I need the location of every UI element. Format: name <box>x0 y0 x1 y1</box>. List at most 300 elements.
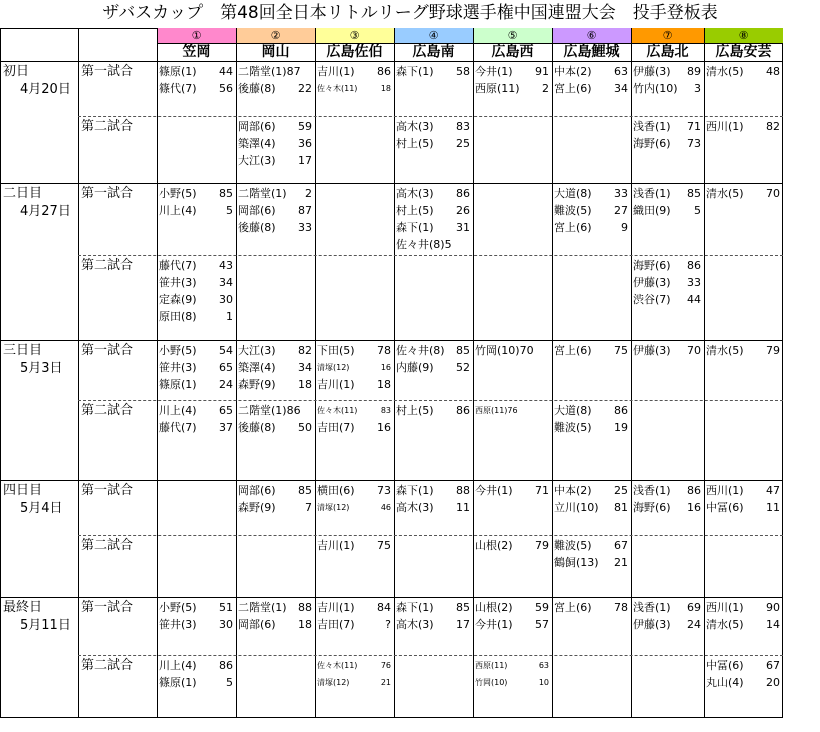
pitch-count: 16 <box>687 501 701 514</box>
pitcher-name: 清塚(12) <box>317 503 350 512</box>
game-divider <box>78 655 783 656</box>
pitch-count: 36 <box>298 137 312 150</box>
day-label: 初日 <box>3 64 30 79</box>
pitcher-entry <box>394 482 473 499</box>
pitch-count: 69 <box>687 601 701 614</box>
pitcher-name: 後藤(8) <box>238 82 276 95</box>
pitch-count: 25 <box>614 484 628 497</box>
game-divider <box>78 255 783 256</box>
pitcher-name: 浅香(1) <box>633 120 671 133</box>
team-number: ② <box>270 29 281 42</box>
pitcher-entry <box>236 80 315 97</box>
pitch-count: 71 <box>687 120 701 133</box>
pitch-count: 21 <box>380 678 391 687</box>
pitcher-name: 岡部(6) <box>238 120 276 133</box>
pitcher-entry <box>236 135 315 152</box>
pitcher-name: 築澤(4) <box>238 361 276 374</box>
pitcher-name: 二階堂(1)87 <box>238 65 301 78</box>
pitch-count: 81 <box>614 501 628 514</box>
pitcher-name: 村上(5) <box>396 404 434 417</box>
pitch-count: 73 <box>377 484 391 497</box>
pitch-count: 91 <box>535 65 549 78</box>
pitch-count: 17 <box>298 154 312 167</box>
pitcher-entry <box>394 185 473 202</box>
pitcher-entry <box>394 616 473 633</box>
pitcher-entry <box>473 616 552 633</box>
pitcher-name: 宮上(6) <box>554 601 592 614</box>
pitcher-entry <box>236 359 315 376</box>
pitch-count: 75 <box>614 344 628 357</box>
pitcher-name: 篠原(1) <box>159 65 197 78</box>
pitch-count: 86 <box>219 659 233 672</box>
pitcher-name: 佐々木(11) <box>317 661 358 670</box>
game-label: 第一試合 <box>81 64 134 79</box>
pitcher-name: 大道(8) <box>554 187 592 200</box>
pitcher-entry <box>552 402 631 419</box>
pitcher-entry <box>631 80 704 97</box>
pitcher-entry <box>315 657 394 674</box>
pitcher-name: 立川(10) <box>554 501 599 514</box>
pitcher-name: 西川(1) <box>706 601 744 614</box>
pitcher-name: 中冨(6) <box>706 501 744 514</box>
pitcher-entry <box>157 80 236 97</box>
pitcher-entry <box>631 257 704 274</box>
pitcher-entry <box>552 419 631 436</box>
pitcher-entry <box>394 342 473 359</box>
pitch-count: 3 <box>694 82 701 95</box>
pitcher-name: 中本(2) <box>554 484 592 497</box>
pitch-count: 19 <box>614 421 628 434</box>
pitcher-entry <box>631 616 704 633</box>
pitch-count: 44 <box>687 293 701 306</box>
pitcher-entry <box>236 376 315 393</box>
pitcher-name: 浅香(1) <box>633 187 671 200</box>
pitch-count: 5 <box>226 204 233 217</box>
pitcher-entry <box>157 342 236 359</box>
game-label: 第一試合 <box>81 483 134 498</box>
pitch-count: 63 <box>538 661 549 670</box>
pitcher-entry <box>552 499 631 516</box>
pitch-count: 34 <box>614 82 628 95</box>
pitch-count: 85 <box>456 344 470 357</box>
pitch-count: 65 <box>219 361 233 374</box>
pitcher-name: 大江(3) <box>238 344 276 357</box>
pitcher-entry <box>394 118 473 135</box>
pitcher-name: 村上(5) <box>396 204 434 217</box>
pitcher-name: 吉川(1) <box>317 378 355 391</box>
pitch-count: 2 <box>305 187 312 200</box>
pitcher-name: 西川(1) <box>706 484 744 497</box>
pitch-count: 21 <box>614 556 628 569</box>
pitch-count: 85 <box>219 187 233 200</box>
pitcher-name: 鶴飼(13) <box>554 556 599 569</box>
pitcher-name: 森下(1) <box>396 601 434 614</box>
pitcher-entry <box>704 616 783 633</box>
day-label: 最終日 <box>3 600 43 615</box>
pitcher-name: 竹岡(10) <box>475 678 508 687</box>
day-date: 5月4日 <box>20 501 63 516</box>
pitcher-entry <box>473 402 552 419</box>
pitcher-name: 清水(5) <box>706 65 744 78</box>
game-label: 第二試合 <box>81 258 134 273</box>
pitcher-name: 篠原(1) <box>159 676 197 689</box>
pitcher-name: 二階堂(1)86 <box>238 404 301 417</box>
pitcher-name: 川上(4) <box>159 404 197 417</box>
pitcher-entry <box>394 359 473 376</box>
pitcher-name: 定森(9) <box>159 293 197 306</box>
pitcher-entry <box>236 202 315 219</box>
team-number: ⑤ <box>507 29 518 42</box>
game-label: 第二試合 <box>81 658 134 673</box>
pitcher-name: 竹内(10) <box>633 82 678 95</box>
pitch-count: 20 <box>766 676 780 689</box>
pitcher-entry <box>236 185 315 202</box>
pitcher-entry <box>552 219 631 236</box>
team-name: 笠岡 <box>182 44 211 60</box>
pitcher-name: 丸山(4) <box>706 676 744 689</box>
team-number: ⑥ <box>586 29 597 42</box>
pitcher-name: 清塚(12) <box>317 678 350 687</box>
pitcher-entry <box>704 482 783 499</box>
pitcher-entry <box>157 257 236 274</box>
pitcher-name: 大道(8) <box>554 404 592 417</box>
pitcher-entry <box>236 499 315 516</box>
pitch-count: 58 <box>456 65 470 78</box>
pitch-count: 57 <box>535 618 549 631</box>
pitch-count: 43 <box>219 259 233 272</box>
pitch-count: 70 <box>766 187 780 200</box>
pitcher-name: 笹井(3) <box>159 361 197 374</box>
pitcher-name: 森下(1) <box>396 484 434 497</box>
game-label: 第二試合 <box>81 538 134 553</box>
team-name: 広島西 <box>491 44 534 60</box>
pitcher-entry <box>394 135 473 152</box>
day-divider <box>0 480 783 481</box>
pitcher-entry <box>631 482 704 499</box>
pitcher-entry <box>394 202 473 219</box>
pitcher-name: 村上(5) <box>396 137 434 150</box>
pitcher-name: 伊藤(3) <box>633 618 671 631</box>
pitcher-entry <box>473 342 552 359</box>
pitch-count: 37 <box>219 421 233 434</box>
pitcher-entry <box>631 342 704 359</box>
pitcher-name: 小野(5) <box>159 601 197 614</box>
day-divider <box>0 597 783 598</box>
pitch-count: 65 <box>219 404 233 417</box>
pitcher-entry <box>157 674 236 691</box>
pitcher-name: 岡部(6) <box>238 618 276 631</box>
pitcher-entry <box>236 152 315 169</box>
pitcher-name: 高木(3) <box>396 187 434 200</box>
pitcher-name: 中本(2) <box>554 65 592 78</box>
pitcher-entry <box>552 185 631 202</box>
pitcher-entry <box>473 537 552 554</box>
pitcher-entry <box>552 554 631 571</box>
pitcher-name: 中冨(6) <box>706 659 744 672</box>
pitcher-name: 今井(1) <box>475 484 513 497</box>
pitch-count: 71 <box>535 484 549 497</box>
pitcher-entry <box>315 499 394 516</box>
pitcher-entry <box>394 63 473 80</box>
pitcher-entry <box>552 202 631 219</box>
pitcher-entry <box>236 118 315 135</box>
pitch-count: 33 <box>687 276 701 289</box>
pitch-count: 33 <box>298 221 312 234</box>
pitcher-name: 森野(9) <box>238 378 276 391</box>
pitcher-entry <box>552 482 631 499</box>
game-divider <box>78 116 783 117</box>
pitch-count: 85 <box>298 484 312 497</box>
page-title: ザバスカップ 第48回全日本リトルリーグ野球選手権中国連盟大会 投手登板表 <box>102 3 718 23</box>
pitch-count: 85 <box>687 187 701 200</box>
pitch-count: 86 <box>377 65 391 78</box>
pitcher-name: 森下(1) <box>396 65 434 78</box>
pitch-count: 11 <box>456 501 470 514</box>
row-divider <box>157 43 783 44</box>
pitcher-name: 佐々井(8) <box>396 344 445 357</box>
pitcher-name: 難波(5) <box>554 539 592 552</box>
pitcher-name: 清水(5) <box>706 618 744 631</box>
pitcher-name: 山根(2) <box>475 601 513 614</box>
game-label: 第一試合 <box>81 186 134 201</box>
pitcher-entry <box>631 63 704 80</box>
pitch-count: 54 <box>219 344 233 357</box>
pitcher-entry <box>704 342 783 359</box>
pitch-count: 86 <box>687 259 701 272</box>
pitcher-name: 原田(8) <box>159 310 197 323</box>
pitcher-entry <box>704 118 783 135</box>
pitcher-name: 難波(5) <box>554 204 592 217</box>
pitcher-entry <box>236 63 315 80</box>
pitch-count: 50 <box>298 421 312 434</box>
pitch-count: 24 <box>219 378 233 391</box>
pitcher-entry <box>631 185 704 202</box>
pitcher-entry <box>473 482 552 499</box>
pitch-count: 89 <box>687 65 701 78</box>
game-label: 第一試合 <box>81 343 134 358</box>
day-date: 4月27日 <box>20 204 71 219</box>
pitcher-name: 藤代(7) <box>159 259 197 272</box>
pitcher-entry <box>236 402 315 419</box>
pitch-count: 83 <box>456 120 470 133</box>
pitcher-name: 築澤(4) <box>238 137 276 150</box>
pitcher-name: 内藤(9) <box>396 361 434 374</box>
pitcher-name: 藤代(7) <box>159 421 197 434</box>
pitcher-entry <box>315 419 394 436</box>
pitch-count: 78 <box>377 344 391 357</box>
pitch-count: 79 <box>766 344 780 357</box>
pitch-count: 16 <box>377 421 391 434</box>
pitcher-name: 竹岡(10)70 <box>475 344 534 357</box>
pitch-count: 47 <box>766 484 780 497</box>
pitcher-name: 森下(1) <box>396 221 434 234</box>
pitcher-name: 二階堂(1) <box>238 187 287 200</box>
pitcher-name: 佐々木(11) <box>317 84 358 93</box>
pitcher-entry <box>552 80 631 97</box>
team-number: ④ <box>428 29 439 42</box>
pitcher-name: 海野(6) <box>633 137 671 150</box>
pitch-count: 18 <box>298 618 312 631</box>
pitcher-entry <box>704 599 783 616</box>
day-label: 四日目 <box>3 483 43 498</box>
pitch-count: 31 <box>456 221 470 234</box>
pitcher-name: 西川(1) <box>706 120 744 133</box>
pitch-count: 86 <box>456 187 470 200</box>
team-name: 広島南 <box>412 44 455 60</box>
pitcher-name: 西原(11) <box>475 82 520 95</box>
pitcher-name: 吉田(7) <box>317 618 355 631</box>
pitcher-entry <box>157 616 236 633</box>
pitch-count: 33 <box>614 187 628 200</box>
pitcher-entry <box>157 63 236 80</box>
pitch-count: 59 <box>298 120 312 133</box>
pitch-count: 86 <box>687 484 701 497</box>
pitcher-entry <box>394 402 473 419</box>
pitch-count: 5 <box>694 204 701 217</box>
pitch-count: 88 <box>456 484 470 497</box>
pitcher-name: 織田(9) <box>633 204 671 217</box>
pitcher-name: 山根(2) <box>475 539 513 552</box>
pitcher-name: 清塚(12) <box>317 363 350 372</box>
pitcher-name: 海野(6) <box>633 501 671 514</box>
pitch-count: 34 <box>298 361 312 374</box>
pitcher-name: 伊藤(3) <box>633 276 671 289</box>
pitcher-entry <box>315 402 394 419</box>
pitch-count: 1 <box>226 310 233 323</box>
pitch-count: 17 <box>456 618 470 631</box>
pitcher-name: 浅香(1) <box>633 601 671 614</box>
pitcher-entry <box>704 657 783 674</box>
pitcher-name: 横田(6) <box>317 484 355 497</box>
pitch-count: 25 <box>456 137 470 150</box>
pitcher-name: 岡部(6) <box>238 484 276 497</box>
team-name: 広島鯉城 <box>563 44 620 60</box>
pitcher-entry <box>315 63 394 80</box>
pitcher-entry <box>631 599 704 616</box>
pitcher-name: 小野(5) <box>159 344 197 357</box>
pitcher-entry <box>315 599 394 616</box>
pitch-count: 85 <box>456 601 470 614</box>
pitch-count: 10 <box>538 678 549 687</box>
pitcher-name: 渋谷(7) <box>633 293 671 306</box>
pitch-count: 79 <box>535 539 549 552</box>
team-number: ⑧ <box>738 29 749 42</box>
pitcher-name: 川上(4) <box>159 659 197 672</box>
pitch-count: 34 <box>219 276 233 289</box>
pitcher-entry <box>552 537 631 554</box>
pitcher-name: 下田(5) <box>317 344 355 357</box>
team-name: 広島佐伯 <box>326 44 383 60</box>
pitcher-name: 伊藤(3) <box>633 65 671 78</box>
pitch-count: 22 <box>298 82 312 95</box>
pitcher-entry <box>473 674 552 691</box>
pitcher-entry <box>157 185 236 202</box>
pitcher-name: 高木(3) <box>396 501 434 514</box>
pitch-count: 18 <box>377 378 391 391</box>
pitch-count: 82 <box>298 344 312 357</box>
team-number: ① <box>191 29 202 42</box>
pitcher-name: 今井(1) <box>475 65 513 78</box>
pitcher-name: 吉川(1) <box>317 539 355 552</box>
pitcher-entry <box>631 135 704 152</box>
game-divider <box>78 535 783 536</box>
pitcher-name: 吉田(7) <box>317 421 355 434</box>
pitcher-entry <box>704 63 783 80</box>
pitch-count: 90 <box>766 601 780 614</box>
pitcher-entry <box>315 376 394 393</box>
pitch-count: 2 <box>542 82 549 95</box>
pitch-count: 48 <box>766 65 780 78</box>
pitch-count: 83 <box>380 406 391 415</box>
pitcher-entry <box>631 202 704 219</box>
pitcher-name: 今井(1) <box>475 618 513 631</box>
pitch-count: 26 <box>456 204 470 217</box>
column-divider <box>78 28 79 718</box>
pitcher-entry <box>236 342 315 359</box>
pitcher-entry <box>315 482 394 499</box>
pitcher-entry <box>704 499 783 516</box>
day-divider <box>0 340 783 341</box>
pitch-count: 11 <box>766 501 780 514</box>
pitcher-entry <box>315 674 394 691</box>
game-label: 第二試合 <box>81 119 134 134</box>
pitch-count: 30 <box>219 293 233 306</box>
team-name: 広島北 <box>646 44 689 60</box>
pitcher-entry <box>704 674 783 691</box>
row-divider <box>0 61 783 62</box>
pitcher-entry <box>157 657 236 674</box>
pitcher-name: 佐々木(11) <box>317 406 358 415</box>
pitcher-name: 西原(11)76 <box>475 406 518 415</box>
pitcher-name: 吉川(1) <box>317 601 355 614</box>
pitcher-entry <box>394 599 473 616</box>
pitcher-entry <box>631 118 704 135</box>
pitcher-entry <box>157 359 236 376</box>
game-divider <box>78 400 783 401</box>
pitcher-entry <box>236 599 315 616</box>
pitcher-entry <box>236 419 315 436</box>
pitcher-name: 岡部(6) <box>238 204 276 217</box>
pitcher-entry <box>394 236 473 253</box>
pitch-count: 59 <box>535 601 549 614</box>
pitch-count: 75 <box>377 539 391 552</box>
pitch-count: 67 <box>766 659 780 672</box>
pitcher-entry <box>473 80 552 97</box>
pitch-count: 86 <box>614 404 628 417</box>
pitcher-name: 清水(5) <box>706 344 744 357</box>
pitcher-name: 笹井(3) <box>159 618 197 631</box>
pitch-count: 73 <box>687 137 701 150</box>
game-label: 第二試合 <box>81 403 134 418</box>
pitcher-name: 二階堂(1) <box>238 601 287 614</box>
pitcher-entry <box>157 419 236 436</box>
pitcher-name: 後藤(8) <box>238 421 276 434</box>
pitch-count: 63 <box>614 65 628 78</box>
pitch-count: 14 <box>766 618 780 631</box>
pitch-count: 76 <box>380 661 391 670</box>
pitcher-name: 森野(9) <box>238 501 276 514</box>
pitcher-name: 川上(4) <box>159 204 197 217</box>
pitch-count: 51 <box>219 601 233 614</box>
pitcher-name: 高木(3) <box>396 618 434 631</box>
pitch-count: 56 <box>219 82 233 95</box>
pitcher-name: 伊藤(3) <box>633 344 671 357</box>
pitch-count: 16 <box>380 363 391 372</box>
pitcher-name: 清水(5) <box>706 187 744 200</box>
pitcher-name: 難波(5) <box>554 421 592 434</box>
game-label: 第一試合 <box>81 600 134 615</box>
pitch-count: 46 <box>380 503 391 512</box>
